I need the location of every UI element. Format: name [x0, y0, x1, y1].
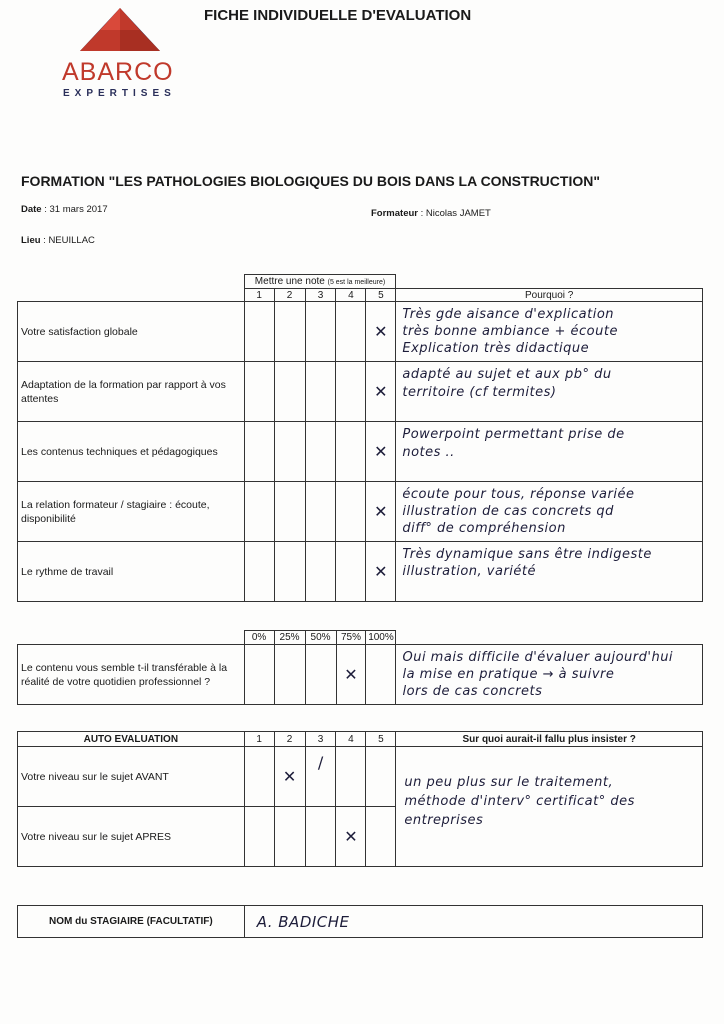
- rating-mark: ✕: [366, 482, 396, 542]
- table-row: [18, 747, 703, 807]
- scale-3: 3: [305, 732, 336, 747]
- after-mark: ✕: [336, 807, 366, 867]
- satisfaction-table: [17, 274, 703, 602]
- table-row: [18, 645, 703, 705]
- rating-mark: ✕: [366, 422, 396, 482]
- formateur-line: [371, 208, 491, 219]
- insist-header: Sur quoi aurait-il fallu plus insister ?: [396, 732, 703, 747]
- comment-cell: Très dynamique sans être indigeste illustration, variété: [396, 542, 703, 602]
- row-label: Votre satisfaction globale: [18, 302, 245, 362]
- why-header: Pourquoi ?: [396, 289, 703, 302]
- scale-1: 1: [244, 732, 274, 747]
- auto-eval-header: AUTO EVALUATION: [18, 732, 245, 747]
- logo-sub: EXPERTISES: [63, 88, 176, 99]
- formateur-label: Formateur: [371, 208, 418, 219]
- before-mark-slash: /: [305, 747, 336, 807]
- pct-0: 0%: [244, 631, 274, 645]
- lieu-value: : NEUILLAC: [40, 235, 95, 246]
- transferability-table: [17, 630, 703, 705]
- pct-100: 100%: [366, 631, 396, 645]
- formateur-value: : Nicolas JAMET: [417, 208, 491, 219]
- table-row: [18, 422, 703, 482]
- lieu-label: Lieu: [21, 235, 41, 246]
- before-label: Votre niveau sur le sujet AVANT: [18, 747, 245, 807]
- logo-name: ABARCO: [62, 58, 174, 86]
- date-label: Date: [21, 204, 42, 215]
- comment-cell: adapté au sujet et aux pb° du territoire (cf termites): [396, 362, 703, 422]
- logo-roof-icon: [60, 6, 180, 58]
- scale-2: 2: [274, 732, 305, 747]
- lieu-line: [21, 235, 95, 246]
- comment-cell: Powerpoint permettant prise de notes ..: [396, 422, 703, 482]
- scale-5: 5: [366, 732, 396, 747]
- comment-cell: Très gde aisance d'explication très bonne ambiance + écoute Explication très didactique: [396, 302, 703, 362]
- rating-mark: ✕: [366, 302, 396, 362]
- page-title: FICHE INDIVIDUELLE D'EVALUATION: [204, 7, 472, 24]
- comment-cell: Oui mais difficile d'évaluer aujourd'hui la mise en pratique → à suivre lors de cas concrets: [396, 645, 703, 705]
- row-label: Les contenus techniques et pédagogiques: [18, 422, 245, 482]
- pct-75: 75%: [336, 631, 366, 645]
- scale-2: 2: [274, 289, 305, 302]
- rating-mark: ✕: [336, 645, 366, 705]
- pct-50: 50%: [305, 631, 336, 645]
- table-row: [18, 542, 703, 602]
- date-value: : 31 mars 2017: [41, 204, 108, 215]
- rating-mark: ✕: [366, 542, 396, 602]
- auto-evaluation-table: [17, 731, 703, 867]
- table-row: [18, 362, 703, 422]
- rating-mark: ✕: [366, 362, 396, 422]
- scale-1: 1: [244, 289, 274, 302]
- stagiaire-table: [17, 905, 703, 938]
- scale-5: 5: [366, 289, 396, 302]
- date-line: [21, 204, 108, 215]
- scale-4: 4: [336, 289, 366, 302]
- row-label: Le contenu vous semble t-il transférable à la réalité de votre quotidien professionnel ?: [18, 645, 245, 705]
- stagiaire-label: NOM du STAGIAIRE (FACULTATIF): [18, 906, 245, 938]
- insist-comment: un peu plus sur le traitement, méthode d'interv° certificat° des entreprises: [396, 747, 703, 867]
- abarco-logo: [60, 6, 180, 102]
- after-label: Votre niveau sur le sujet APRES: [18, 807, 245, 867]
- pct-25: 25%: [274, 631, 305, 645]
- row-label: La relation formateur / stagiaire : écoute, disponibilité: [18, 482, 245, 542]
- scale-3: 3: [305, 289, 336, 302]
- stagiaire-name: A. BADICHE: [244, 906, 702, 938]
- before-mark: ✕: [274, 747, 305, 807]
- table-row: [18, 302, 703, 362]
- scale-4: 4: [336, 732, 366, 747]
- row-label: Adaptation de la formation par rapport à vos attentes: [18, 362, 245, 422]
- note-header: Mettre une note (5 est la meilleure): [244, 275, 396, 289]
- row-label: Le rythme de travail: [18, 542, 245, 602]
- table-row: [18, 482, 703, 542]
- formation-title: FORMATION "LES PATHOLOGIES BIOLOGIQUES DU BOIS DANS LA CONSTRUCTION": [21, 173, 600, 189]
- comment-cell: écoute pour tous, réponse variée illustration de cas concrets qd diff° de compréhension: [396, 482, 703, 542]
